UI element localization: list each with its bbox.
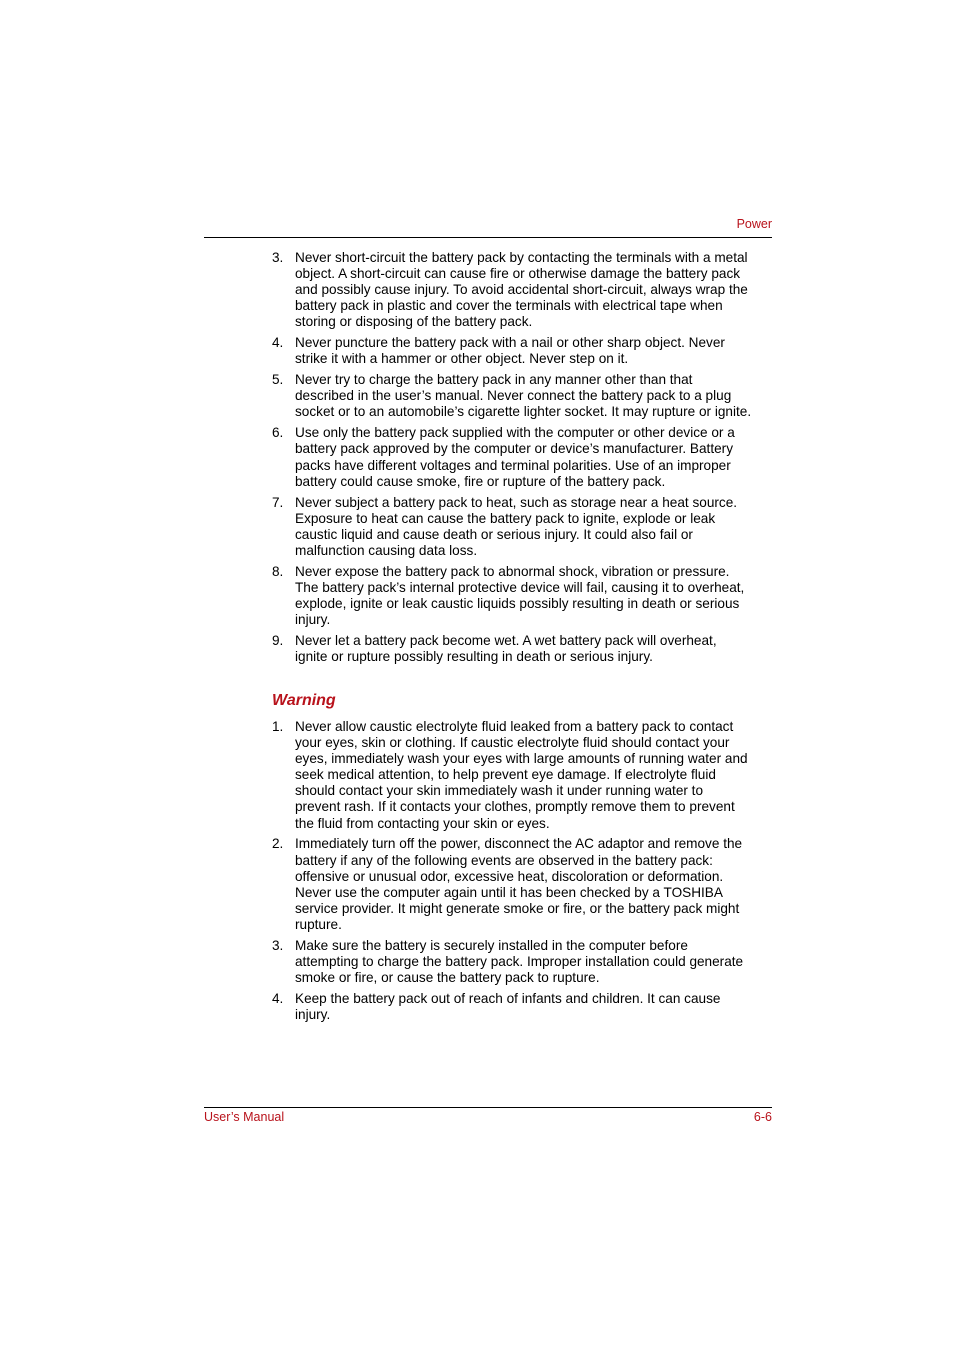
item-text: Never puncture the battery pack with a nail or other sharp object. Never strike it with a hammer or other object. Never step on it. <box>295 335 725 367</box>
item-text: Make sure the battery is securely installed in the computer before attempting to charge the battery pack. Improper installation could generate smoke or fire, or cause the battery pack to rupture. <box>295 937 744 985</box>
list-item <box>272 372 752 420</box>
list-item <box>272 719 752 832</box>
item-text: Never try to charge the battery pack in any manner other than that described in the user’s manual. Never connect the battery pack to a plug socket or to an automobile’s cigarette lighter socket. It may rupture or ignite. <box>295 372 752 420</box>
item-number: 1. <box>272 719 284 734</box>
footer-manual-title: User’s Manual <box>204 1110 285 1124</box>
running-header <box>0 217 954 238</box>
list-item <box>272 335 752 367</box>
list-item <box>272 938 752 986</box>
header-section-title: Power <box>736 217 772 231</box>
item-number: 3. <box>272 937 284 953</box>
item-text: Never let a battery pack become wet. A wet battery pack will overheat, ignite or rupture possibly resulting in death or serious injury. <box>295 632 717 664</box>
item-number: 5. <box>272 372 284 388</box>
item-number: 8. <box>272 563 284 579</box>
item-text: Never short-circuit the battery pack by contacting the terminals with a metal object. A short-circuit can cause fire or otherwise damage the battery pack and possibly cause injury. To avoid accidental short-circuit, always wrap the battery pack in plastic and cover the terminals with electrical tape when storing or disposing of the battery pack. <box>295 250 748 330</box>
list-item <box>272 495 752 559</box>
list-item <box>272 564 752 628</box>
item-text: Never expose the battery pack to abnormal shock, vibration or pressure. The battery pack’s internal protective device will fail, causing it to overheat, explode, ignite or leak caustic liquids possibly resulting in death or serious injury. <box>295 563 745 627</box>
item-number: 6. <box>272 425 284 441</box>
list-item <box>272 991 752 1023</box>
list-item <box>272 425 752 489</box>
list-item <box>272 836 752 933</box>
item-text: Use only the battery pack supplied with the computer or other device or a battery pack approved by the computer or device’s manufacturer. Battery packs have different voltages and terminal polarities. Use of an improper battery could cause smoke, fire or rupture of the battery pack. <box>295 425 735 489</box>
item-text: Immediately turn off the power, disconnect the AC adaptor and remove the battery if any of the following events are observed in the battery pack: offensive or unusual odor, excessive heat, discoloration or deformation. Never use the computer again until it has been checked by a TOSHIBA service provider. It might generate smoke or fire, or the battery pack might rupture. <box>295 836 743 932</box>
item-number: 4. <box>272 990 284 1006</box>
item-number: 2. <box>272 836 284 852</box>
item-number: 7. <box>272 494 284 510</box>
item-text: Never subject a battery pack to heat, such as storage near a heat source. Exposure to heat can cause the battery pack to ignite, explode or leak caustic liquid and cause death or serious injury. It could also fail or malfunction causing data loss. <box>295 494 738 558</box>
header-divider <box>204 237 772 238</box>
warning-heading: Warning <box>272 692 336 709</box>
list-item <box>272 250 752 330</box>
item-number: 4. <box>272 335 284 351</box>
item-number: 3. <box>272 250 284 265</box>
page-number: 6-6 <box>753 1110 772 1124</box>
precaution-list <box>272 250 752 670</box>
warning-list <box>272 719 752 1028</box>
footer-divider <box>204 1107 772 1108</box>
item-number: 9. <box>272 632 284 648</box>
item-text: Never allow caustic electrolyte fluid leaked from a battery pack to contact your eyes, skin or clothing. If caustic electrolyte fluid should contact your eyes, immediately wash your eyes with large amounts of running water and seek medical attention, to help prevent eye damage. If electrolyte fluid should contact your skin immediately wash it under running water to prevent rash. If it contacts your clothes, promptly remove them to prevent the fluid from contacting your skin or eyes. <box>295 719 748 831</box>
item-text: Keep the battery pack out of reach of infants and children. It can cause injury. <box>295 990 721 1022</box>
list-item <box>272 633 752 665</box>
